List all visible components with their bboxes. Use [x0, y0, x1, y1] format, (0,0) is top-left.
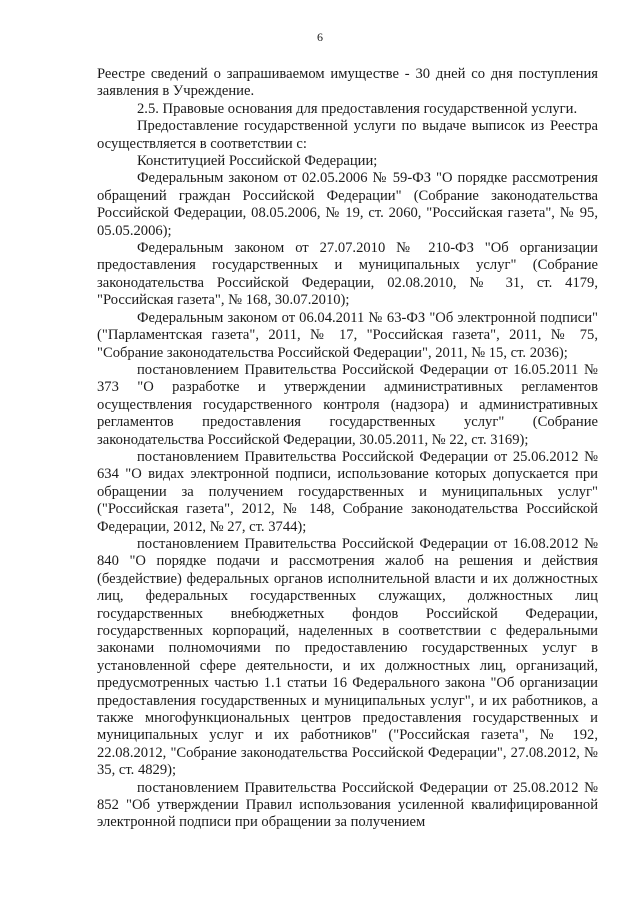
legal-basis-item-decree-634: постановлением Правительства Российской Федерации от 25.06.2012 № 634 "О видах электронной подписи, использование которых допускается при обращении за получением государственных и муниципальных услуг" ("Российская газета", 2012, № 148, Собрание законодательства Российской Федерации, 2012, № 27, ст. 3744);: [97, 448, 598, 535]
document-body: [97, 66, 598, 832]
legal-basis-item-210-fz: Федеральным законом от 27.07.2010 № 210-ФЗ "Об организации предоставления государственных и муниципальных услуг" (Собрание законодательства Российской Федерации, 02.08.2010, № 31, ст. 4179, "Российская газета", № 168, 30.07.2010);: [97, 240, 598, 309]
legal-basis-item-decree-840: постановлением Правительства Российской Федерации от 16.08.2012 № 840 "О порядке подачи и рассмотрения жалоб на решения и действия (бездействие) федеральных органов исполнительной власти и их должностных лиц, федеральных государственных служащих, должностных лиц государственных внебюджетных фондов Российской Федерации, государственных корпораций, наделенных в соответствии с федеральными законами полномочиями по предоставлению государственных услуг в установленной сфере деятельности, и их должностных лиц, организаций, предусмотренных частью 1.1 статьи 16 Федерального закона "Об организации предоставления государственных и муниципальных услуг", и их работников, а также многофункциональных центров предоставления государственных и муниципальных услуг и их работников" ("Российская газета", № 192, 22.08.2012, "Собрание законодательства Российской Федерации", 27.08.2012, № 35, ст. 4829);: [97, 535, 598, 779]
legal-basis-item-decree-373: постановлением Правительства Российской Федерации от 16.05.2011 № 373 "О разработке и утверждении административных регламентов осуществления государственного контроля (надзора) и административных регламентов предоставления государственных услуг" (Собрание законодательства Российской Федерации, 30.05.2011, № 22, ст. 3169);: [97, 361, 598, 448]
section-heading-2-5: 2.5. Правовые основания для предоставления государственной услуги.: [137, 100, 578, 117]
legal-basis-item-decree-852: постановлением Правительства Российской Федерации от 25.08.2012 № 852 "Об утверждении Правил использования усиленной квалифицированной электронной подписи при обращении за получением: [97, 779, 598, 831]
legal-basis-item-constitution: Конституцией Российской Федерации;: [137, 153, 378, 170]
legal-basis-item-63-fz: Федеральным законом от 06.04.2011 № 63-ФЗ "Об электронной подписи" ("Парламентская газета", 2011, № 17, "Российская газета", 2011, № 75, "Собрание законодательства Российской Федерации", 2011, № 15, ст. 2036);: [97, 309, 598, 361]
page-number: 6: [317, 30, 323, 44]
legal-basis-item-59-fz: Федеральным законом от 02.05.2006 № 59-ФЗ "О порядке рассмотрения обращений граждан Российской Федерации" (Собрание законодательства Российской Федерации, 08.05.2006, № 19, ст. 2060, "Российская газета", № 95, 05.05.2006);: [97, 170, 598, 239]
paragraph-intro: Предоставление государственной услуги по выдаче выписок из Реестра осуществляется в соответствии с:: [97, 118, 598, 152]
paragraph-continuation: Реестре сведений о запрашиваемом имуществе - 30 дней со дня поступления заявления в Учреждение.: [97, 66, 598, 100]
